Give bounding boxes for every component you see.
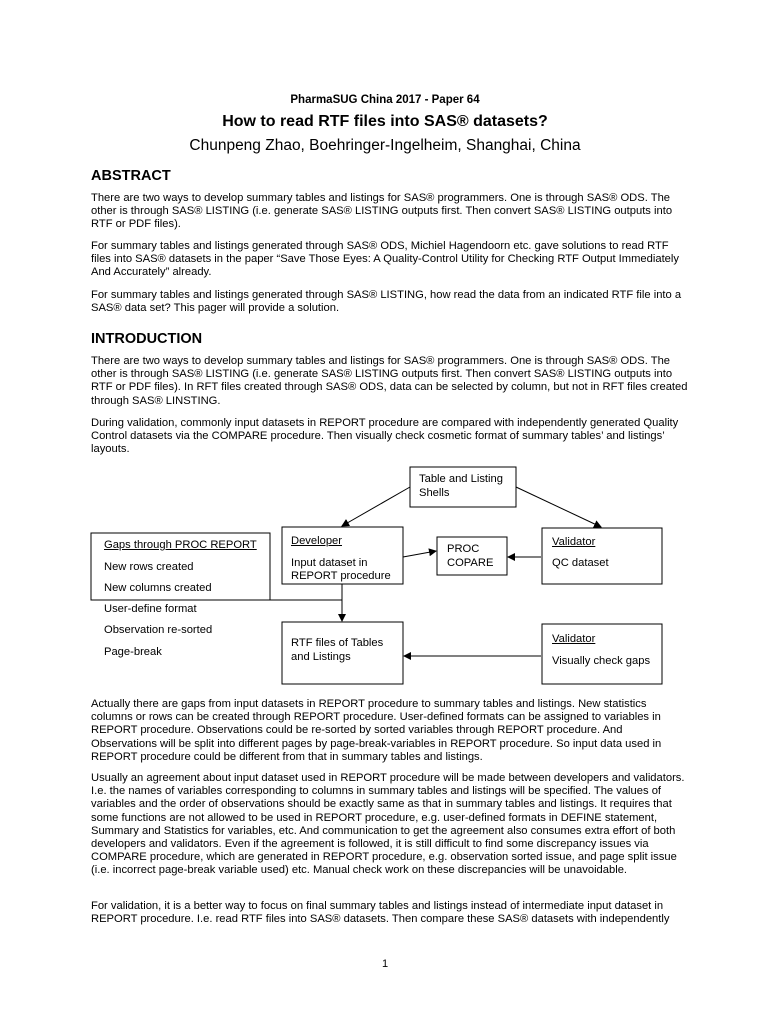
intro-paragraph-3: Actually there are gaps from input datasets in REPORT procedure to summary tables and listings. New statistics columns or rows can be created through REPORT procedure. User-defined formats can be assigned to variables in REPORT procedure. Observations could be re-sorted by sorted variables through REPORT procedure. And Observations will be split into different pages by page-break-variables in REPORT procedure. So input data used in REPORT procedure could be different from that in summary tables and listings. bbox=[91, 698, 662, 763]
author-line: Chunpeng Zhao, Boehringer-Ingelheim, Shanghai, China bbox=[189, 137, 581, 154]
rtf-text-1: RTF files of Tables bbox=[291, 637, 384, 649]
paper-title: How to read RTF files into SAS® datasets? bbox=[222, 113, 548, 130]
shells-label-2: Shells bbox=[419, 487, 450, 499]
compare-text-1: PROC bbox=[447, 543, 480, 555]
gaps-item-1: New rows created bbox=[104, 561, 194, 573]
abstract-paragraph-2: For summary tables and listings generated through SAS® ODS, Michiel Hagendoorn etc. gave solutions to read RTF files into SAS® datasets in the paper “Save Those Eyes: A Quality-Control Utility for Checking RTF Output Immediately And Accurately” already. bbox=[91, 240, 679, 279]
conference-line: PharmaSUG China 2017 - Paper 64 bbox=[290, 94, 480, 106]
gaps-item-5: Page-break bbox=[104, 646, 162, 658]
introduction-heading: INTRODUCTION bbox=[91, 331, 203, 347]
gaps-title: Gaps through PROC REPORT bbox=[104, 539, 257, 551]
validator1-title: Validator bbox=[552, 536, 596, 548]
developer-text-1: Input dataset in bbox=[291, 557, 368, 569]
page-number: 1 bbox=[381, 958, 389, 970]
gaps-item-3: User-define format bbox=[104, 603, 197, 615]
abstract-paragraph-3: For summary tables and listings generated through SAS® LISTING, how read the data from an indicated RTF file into a SAS® data set? This pager will provide a solution. bbox=[91, 289, 682, 315]
validator2-text: Visually check gaps bbox=[552, 655, 651, 667]
rtf-text-2: and Listings bbox=[291, 651, 351, 663]
arrow-developer-compare bbox=[403, 551, 436, 557]
abstract-heading: ABSTRACT bbox=[91, 168, 171, 184]
shells-label-1: Table and Listing bbox=[419, 473, 503, 485]
intro-paragraph-2: During validation, commonly input datasets in REPORT procedure are compared with independently generated Quality Control datasets via the COMPARE procedure. Then visually check cosmetic format of summary tables’ and listings’ layouts. bbox=[91, 417, 679, 456]
validator2-title: Validator bbox=[552, 633, 596, 645]
abstract-paragraph-1: There are two ways to develop summary tables and listings for SAS® programmers. One is through SAS® ODS. The other is through SAS® LISTING (i.e. generate SAS® LISTING outputs first. Then convert SAS® LISTING outputs into RTF or PDF files). bbox=[91, 192, 673, 231]
gaps-item-2: New columns created bbox=[104, 582, 212, 594]
arrow-shells-validator bbox=[516, 487, 601, 527]
intro-paragraph-1: There are two ways to develop summary tables and listings for SAS® programmers. One is through SAS® ODS. The other is through SAS® LISTING (i.e. generate SAS® LISTING outputs first. Then convert SAS® LISTING outputs into RTF or PDF files). In RFT files created through SAS® ODS, data can be selected by column, but not in RFT files created through SAS® LINSTING. bbox=[91, 355, 688, 407]
compare-text-2: COPARE bbox=[447, 557, 494, 569]
developer-title: Developer bbox=[291, 535, 342, 547]
validator1-text: QC dataset bbox=[552, 557, 609, 569]
developer-text-2: REPORT procedure bbox=[291, 570, 391, 582]
arrow-shells-developer bbox=[342, 487, 410, 526]
intro-paragraph-5: For validation, it is a better way to focus on final summary tables and listings instead of intermediate input dataset in REPORT procedure. I.e. read RTF files into SAS® datasets. Then compare these SAS® datasets with independently bbox=[91, 900, 670, 926]
gaps-item-4: Observation re-sorted bbox=[104, 624, 213, 636]
intro-paragraph-4: Usually an agreement about input dataset used in REPORT procedure will be made between developers and validators. I.e. the names of variables corresponding to columns in summary tables and listings will be specified. The values of variables and the order of observations should be exactly same as that in summary tables and listings. It requires that some functions are not allowed to be used in REPORT procedure, e.g. user-defined formats in DEFINE statement, Summary and Statistics for variables, etc. And communication to get the agreement also consumes extra effort of both developers and validators. Even if the agreement is followed, it is still difficult to find some discrepancy issues via COMPARE procedure, which are generated in REPORT procedure, e.g. observation sorted issue, and page split issue (i.e. incorrect page-break variable used) etc. Manual check work on these discrepancies will be unavoidable. bbox=[91, 772, 685, 877]
